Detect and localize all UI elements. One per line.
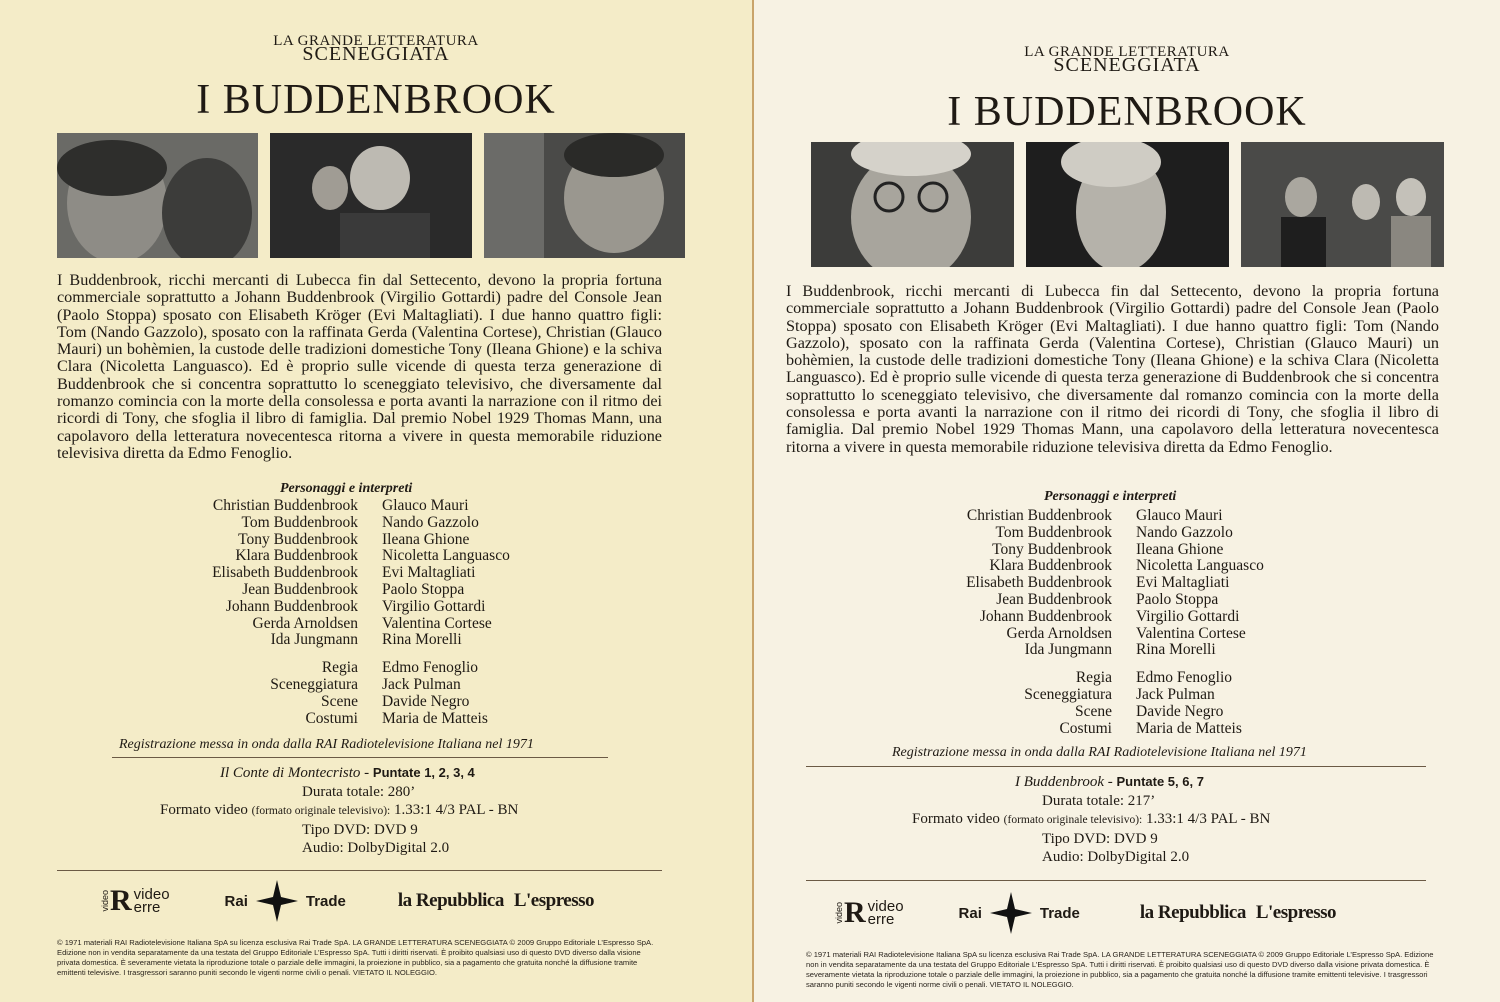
person-name: Valentina Cortese <box>382 614 492 632</box>
role-name: Gerda Arnoldsen <box>252 614 358 632</box>
crew-row <box>937 721 1264 738</box>
person-name: Glauco Mauri <box>382 497 469 514</box>
role-name: Christian Buddenbrook <box>966 507 1112 524</box>
duration: Durata totale: 217’ <box>1042 792 1156 809</box>
photo-woman-profile <box>1026 142 1229 267</box>
rai-star-icon <box>990 892 1032 934</box>
person-name: Ileana Ghione <box>1136 540 1224 558</box>
newspaper-logos <box>1140 902 1336 924</box>
series-line-2: SCENEGGIATA <box>1053 54 1201 76</box>
role-name: Klara Buddenbrook <box>235 547 358 565</box>
cast-row <box>937 542 1264 559</box>
episode-line: Il Conte di Montecristo - Puntate 1, 2, 3, 4 <box>220 765 475 781</box>
lespresso-logo: L'espresso <box>1255 902 1337 923</box>
video-erre-logo: video R video erre <box>100 884 170 917</box>
role-name: Tom Buddenbrook <box>995 523 1112 541</box>
page-title: I BUDDENBROOK <box>947 89 1307 135</box>
series-line-2: SCENEGGIATA <box>302 43 450 65</box>
person-name: Virgilio Gottardi <box>382 597 486 615</box>
photo-couple <box>57 133 258 258</box>
role-name: Elisabeth Buddenbrook <box>212 564 358 582</box>
cast-row <box>937 609 1264 626</box>
audio: Audio: DolbyDigital 2.0 <box>1042 849 1190 865</box>
role-name: Johann Buddenbrook <box>225 597 358 615</box>
role-name: Jean Buddenbrook <box>996 590 1112 608</box>
legal-notice: © 1971 materiali RAI Radiotelevisione Italiana SpA su licenza esclusiva Rai Trade SpA. LA GRANDE LETTERATURA SCENEGGIATA © 2009 Gruppo Editoriale L’Espresso SpA. Edizione non in vendita separatamente da una testata del Gruppo Editoriale L’Espresso SpA. Tutti i diritti riservati. È proibito qualsiasi uso di questo DVD diverso dalla visione privata domestica. È severamente vietata la riproduzione totale o parziale delle immagini, la proiezione in pubblico, sia a pagamento che gratuita nonché la diffusione tramite emittenti televisive. I trasgressori saranno puniti secondo le vigenti norme civili o penali. VIETATO IL NOLEGGIO. <box>806 950 1434 989</box>
cast-row <box>183 616 510 633</box>
cast-row <box>937 525 1264 542</box>
person-name: Valentina Cortese <box>1136 624 1246 642</box>
episode-title: I Buddenbrook <box>1015 774 1105 790</box>
dvd-back-cover-right <box>752 0 1500 1002</box>
video-format: Formato video (formato originale televisivo): 1.33:1 4/3 PAL - BN <box>160 802 519 818</box>
cast-list <box>183 498 510 727</box>
cast-list <box>937 508 1264 737</box>
audio: Audio: DolbyDigital 2.0 <box>302 840 450 856</box>
rai-trade-logo: Rai Trade <box>225 880 346 922</box>
person-name: Rina Morelli <box>1136 641 1216 659</box>
person-name: Virgilio Gottardi <box>1136 607 1240 625</box>
lespresso-logo: L'espresso <box>513 890 595 911</box>
cast-row <box>183 548 510 565</box>
crew-row <box>937 704 1264 721</box>
synopsis-text: I Buddenbrook, ricchi mercanti di Lubecca fin dal Settecento, devono la propria fortuna commerciale soprattutto a Johann Buddenbrook (Virgilio Gottardi) padre del Console Jean (Paolo Stoppa) sposato con Elisabeth Kröger (Evi Maltagliati). I due hanno quattro figli: Tom (Nando Gazzolo), sposato con la raffinata Gerda (Valentina Cortese), Christian (Glauco Mauri) un bohèmien, la custode delle tradizioni domestiche Tony (Ileana Ghione) e la schiva Clara (Nicoletta Languasco). Ed è proprio sulle vicende di questa terza generazione di Buddenbrook che si concentra soprattutto lo sceneggiato televisivo, che diversamente dal romanzo comincia con la morte della consolessa e porta avanti la narrazione con il ritmo dei ricordi di Tony, che sfoglia il libro di famiglia. Dal premio Nobel 1929 Thomas Mann, una capolavoro della letteratura novecentesca ritorna a vivere in questa memorabile riduzione televisiva diretta da Edmo Fenoglio. <box>57 271 662 462</box>
person-name: Nicoletta Languasco <box>1136 557 1264 575</box>
person-name: Paolo Stoppa <box>1136 590 1219 608</box>
role-name: Tom Buddenbrook <box>241 513 358 531</box>
crew-row <box>183 711 510 728</box>
divider <box>57 870 662 871</box>
cast-row <box>183 582 510 599</box>
person-name: Jack Pulman <box>382 675 461 693</box>
person-name: Nando Gazzolo <box>1136 523 1233 541</box>
role-name: Tony Buddenbrook <box>238 530 358 548</box>
person-name: Jack Pulman <box>1136 685 1215 703</box>
photo-man-glasses <box>811 142 1014 267</box>
broadcast-note: Registrazione messa in onda dalla RAI Radiotelevisione Italiana nel 1971 <box>892 745 1307 760</box>
cast-row <box>937 626 1264 643</box>
photo-group-scene <box>1241 142 1444 267</box>
role-name: Scene <box>1074 702 1112 720</box>
person-name: Paolo Stoppa <box>382 580 465 598</box>
person-name: Nando Gazzolo <box>382 513 479 531</box>
role-name: Tony Buddenbrook <box>992 540 1112 558</box>
video-erre-logo: video R video erre <box>834 896 904 929</box>
la-repubblica-logo: la Repubblica <box>397 890 504 911</box>
cast-row <box>937 592 1264 609</box>
rai-trade-logo: Rai Trade <box>959 892 1080 934</box>
person-name: Ileana Ghione <box>382 530 470 548</box>
rai-star-icon <box>256 880 298 922</box>
role-name: Sceneggiatura <box>270 675 358 693</box>
series-line-1: LA GRANDE LETTERATURA <box>1024 44 1230 60</box>
photo-strip <box>811 142 1444 267</box>
series-logo <box>0 33 752 65</box>
synopsis-text: I Buddenbrook, ricchi mercanti di Lubecca fin dal Settecento, devono la propria fortuna commerciale soprattutto a Johann Buddenbrook (Virgilio Gottardi) padre del Console Jean (Paolo Stoppa) sposato con Elisabeth Kröger (Evi Maltagliati). I due hanno quattro figli: Tom (Nando Gazzolo), sposato con la raffinata Gerda (Valentina Cortese), Christian (Glauco Mauri) un bohèmien, la custode delle tradizioni domestiche Tony (Ileana Ghione) e la schiva Clara (Nicoletta Languasco). Ed è proprio sulle vicende di questa terza generazione di Buddenbrook che si concentra soprattutto lo sceneggiato televisivo, che diversamente dal romanzo comincia con la morte della consolessa e porta avanti la narrazione con il ritmo dei ricordi di Tony, che sfoglia il libro di famiglia. Dal premio Nobel 1929 Thomas Mann, una capolavoro della letteratura novecentesca ritorna a vivere in questa memorabile riduzione televisiva diretta da Edmo Fenoglio. <box>786 282 1439 456</box>
person-name: Nicoletta Languasco <box>382 547 510 565</box>
series-line-1: LA GRANDE LETTERATURA <box>273 33 479 49</box>
cast-row <box>937 575 1264 592</box>
person-name: Edmo Fenoglio <box>1136 669 1233 687</box>
episode-title: Il Conte di Montecristo <box>220 765 361 781</box>
cast-row <box>937 642 1264 659</box>
crew-row <box>183 677 510 694</box>
legal-notice: © 1971 materiali RAI Radiotelevisione Italiana SpA su licenza esclusiva Rai Trade SpA. LA GRANDE LETTERATURA SCENEGGIATA © 2009 Gruppo Editoriale L’Espresso SpA. Edizione non in vendita separatamente da una testata del Gruppo Editoriale L’Espresso SpA. Tutti i diritti riservati. È proibito qualsiasi uso di questo DVD diverso dalla visione privata domestica. È severamente vietata la riproduzione totale o parziale delle immagini, la proiezione in pubblico, sia a pagamento che gratuita nonché la diffusione tramite emittenti televisive. I trasgressori saranno puniti secondo le vigenti norme civili o penali. VIETATO IL NOLEGGIO. <box>57 938 654 977</box>
divider <box>806 766 1426 767</box>
newspaper-logos <box>398 890 594 912</box>
tech-specs <box>160 764 518 858</box>
episode-line: I Buddenbrook - Puntate 5, 6, 7 <box>1015 774 1204 790</box>
role-name: Scene <box>320 692 358 710</box>
cast-row <box>183 632 510 649</box>
tech-specs <box>912 773 1270 867</box>
role-name: Gerda Arnoldsen <box>1006 624 1112 642</box>
cast-row <box>937 508 1264 525</box>
publisher-logos <box>100 880 594 922</box>
publisher-logos <box>834 892 1336 934</box>
dvd-type: Tipo DVD: DVD 9 <box>302 821 418 838</box>
role-name: Christian Buddenbrook <box>212 497 358 514</box>
person-name: Maria de Matteis <box>1136 719 1242 737</box>
role-name: Elisabeth Buddenbrook <box>966 574 1112 592</box>
role-name: Costumi <box>1059 719 1112 737</box>
divider <box>112 757 608 758</box>
person-name: Rina Morelli <box>382 631 462 649</box>
person-name: Evi Maltagliati <box>382 564 476 582</box>
episode-numbers: Puntate 5, 6, 7 <box>1116 774 1204 789</box>
episode-numbers: Puntate 1, 2, 3, 4 <box>372 765 475 780</box>
cast-heading: Personaggi e interpreti <box>280 481 413 496</box>
cast-row <box>183 498 510 515</box>
role-name: Regia <box>321 659 358 677</box>
person-name: Davide Negro <box>382 692 470 710</box>
photo-man-profile <box>484 133 685 258</box>
role-name: Costumi <box>305 709 358 727</box>
page-title: I BUDDENBROOK <box>196 77 556 123</box>
crew-row <box>937 687 1264 704</box>
role-name: Sceneggiatura <box>1024 685 1112 703</box>
video-format: Formato video (formato originale televisivo): 1.33:1 4/3 PAL - BN <box>912 811 1271 827</box>
divider <box>806 880 1426 881</box>
crew-row <box>183 694 510 711</box>
person-name: Glauco Mauri <box>1136 507 1223 524</box>
person-name: Maria de Matteis <box>382 709 488 727</box>
cast-row <box>183 515 510 532</box>
broadcast-note: Registrazione messa in onda dalla RAI Radiotelevisione Italiana nel 1971 <box>119 737 534 752</box>
photo-laughing-men <box>270 133 472 258</box>
photo-strip <box>57 133 685 258</box>
cast-row <box>183 565 510 582</box>
cast-row <box>937 558 1264 575</box>
person-name: Evi Maltagliati <box>1136 574 1230 592</box>
cast-heading: Personaggi e interpreti <box>1044 489 1177 504</box>
cast-row <box>183 599 510 616</box>
cast-row <box>183 532 510 549</box>
role-name: Klara Buddenbrook <box>989 557 1112 575</box>
person-name: Edmo Fenoglio <box>382 659 479 677</box>
dvd-type: Tipo DVD: DVD 9 <box>1042 830 1158 847</box>
role-name: Ida Jungmann <box>270 631 358 649</box>
role-name: Jean Buddenbrook <box>242 580 358 598</box>
crew-row <box>937 670 1264 687</box>
la-repubblica-logo: la Repubblica <box>1139 902 1246 923</box>
role-name: Ida Jungmann <box>1024 641 1112 659</box>
duration: Durata totale: 280’ <box>302 783 416 800</box>
crew-row <box>183 660 510 677</box>
role-name: Johann Buddenbrook <box>979 607 1112 625</box>
role-name: Regia <box>1075 669 1112 687</box>
series-logo <box>754 44 1500 76</box>
person-name: Davide Negro <box>1136 702 1224 720</box>
